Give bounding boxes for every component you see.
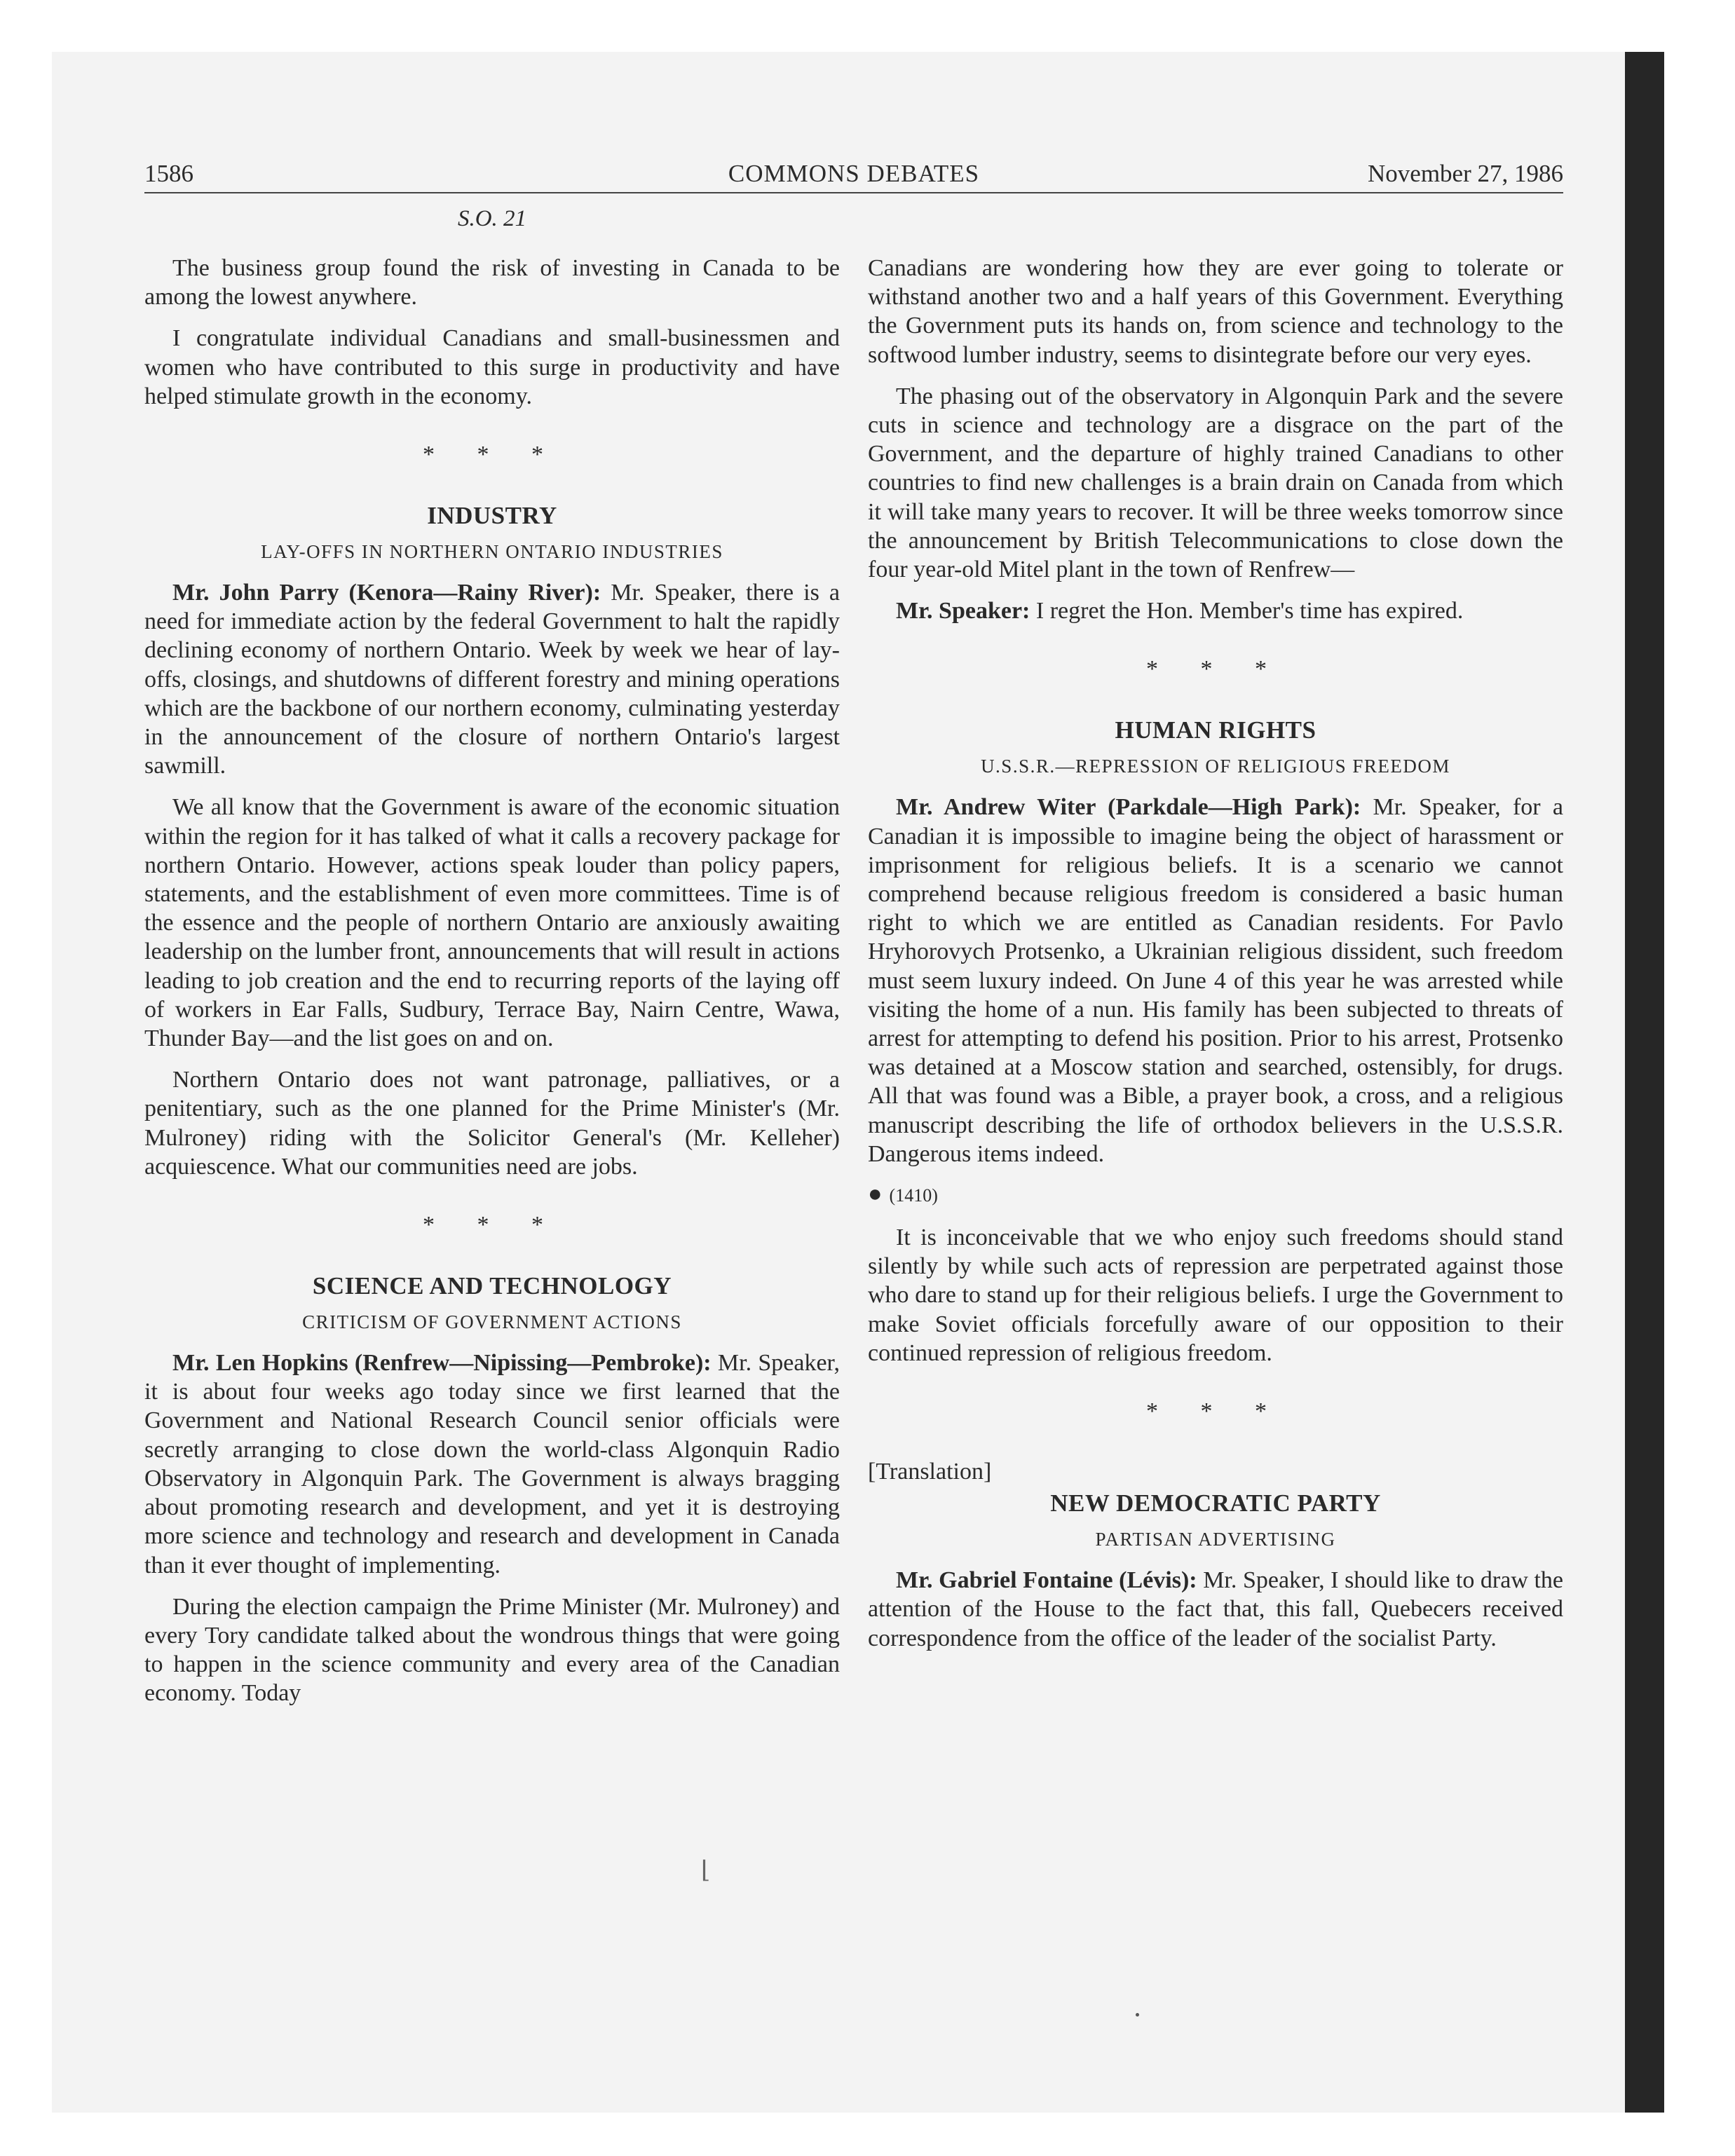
page: [144, 160, 1563, 2108]
page-number: 1586: [144, 160, 193, 187]
section-separator: * * *: [423, 442, 562, 468]
bullet-icon: ●: [868, 1181, 883, 1208]
speaker-name: Mr. Gabriel Fontaine (Lévis):: [896, 1567, 1197, 1594]
issue-date: November 27, 1986: [1368, 160, 1563, 187]
speech-text: Mr. Speaker, it is about four weeks ago today since we first learned that the Government and National Research Council senior officials were secretly arranging to close down the world-class Algonquin Radio Observatory in Algonquin Park. The Government is always bragging about promoting research and development, and yet it is destroying more science and technology and research and development in Canada than it ever thought of implementing.: [144, 1350, 841, 1578]
right-column: [868, 254, 1563, 1665]
speech-text: Mr. Speaker, there is a need for immediate action by the federal Government to halt the rapidly declining economy of northern Ontario. Week by week we hear of lay-offs, closings, and shutdowns of different forestry and mining operations which are the backbone of our northern economy, culminating yesterday in the announcement of the closure of northern Ontario's largest sawmill.: [144, 580, 840, 779]
section-subheading: CRITICISM OF GOVERNMENT ACTIONS: [302, 1311, 682, 1333]
paragraph: It is inconceivable that we who enjoy such freedoms should stand silently by while such acts of repression are perpetrated against those who dare to stand up for their religious beliefs. I urge the Government to make Soviet officials forcefully aware of our opposition to their continued repression of religious freedom.: [868, 1224, 1563, 1366]
journal-title: COMMONS DEBATES: [728, 160, 980, 187]
section-separator: * * *: [423, 1212, 562, 1239]
paragraph: The phasing out of the observatory in Algonquin Park and the severe cuts in science and technology are a disgrace on the part of the Government, and the departure of highly trained Canadians to other countries to find new challenges is a brain drain on Canada from which it will take many years to recover. It will be three weeks tomorrow since the announcement by British Telecommunications to close down the four year-old Mitel plant in the town of Renfrew—: [868, 383, 1563, 583]
paragraph: During the election campaign the Prime Minister (Mr. Mulroney) and every Tory candidate talked about the wondrous things that were going to happen in the science community and every area of the Canadian economy. Today: [144, 1593, 840, 1707]
margin-bracket-mark: ⌊: [701, 1857, 711, 1883]
section-heading-human-rights: HUMAN RIGHTS: [1115, 716, 1316, 744]
speech-paragraph: [868, 793, 1563, 1168]
section-heading-ndp: NEW DEMOCRATIC PARTY: [1050, 1489, 1381, 1517]
time-marker-text: (1410): [889, 1185, 938, 1206]
section-subheading: LAY-OFFS IN NORTHERN ONTARIO INDUSTRIES: [261, 541, 723, 563]
scan-speck: [1136, 2013, 1139, 2017]
paragraph: We all know that the Government is aware of the economic situation within the region for it has talked of what it calls a recovery package for northern Ontario. However, actions speak louder than policy papers, statements, and the establishment of even more committees. Time is of the essence and the people of northern Ontario are anxiously awaiting leadership on the lumber front, announcements that will result in actions leading to job creation and the end to recurring reports of the laying off of workers in Ear Falls, Sudbury, Terrace Bay, Nairn Centre, Wawa, Thunder Bay—and the list goes on and on.: [144, 794, 840, 1052]
speaker-name: Mr. John Parry (Kenora—Rainy River):: [172, 580, 601, 606]
speaker-name: Mr. Andrew Witer (Parkdale—High Park):: [896, 794, 1361, 821]
translation-note: [Translation]: [868, 1459, 992, 1485]
section-separator: * * *: [1146, 656, 1285, 683]
speech-text: Mr. Speaker, for a Canadian it is impossible to imagine being the object of harassment or imprisonment for religious beliefs. It is a scenario we cannot comprehend because religious freedom is considered a basic human right to which we are entitled as Canadian residents. For Pavlo Hryhorovych Protsenko, a Ukrainian religious dissident, such freedom must seem luxury indeed. On June 4 of this year he was arrested while visiting the home of a nun. His family has been subjected to threats of arrest for attempting to defend his position. Prior to his arrest, Protsenko was detained at a Moscow station and searched, ostensibly, for drugs. All that was found was a Bible, a prayer book, a cross, and a religious manuscript describing the life of orthodox believers in the U.S.S.R. Dangerous items indeed.: [868, 794, 1563, 1167]
speech-paragraph: [144, 578, 840, 780]
time-marker: [868, 1181, 1563, 1208]
left-column: [144, 254, 840, 1721]
paragraph: Northern Ontario does not want patronage, palliatives, or a penitentiary, such as the one planned for the Prime Minister's (Mr. Mulroney) riding with the Solicitor General's (Mr. Kelleher) acquiescence. What our communities need are jobs.: [144, 1067, 840, 1180]
speaker-name: Mr. Len Hopkins (Renfrew—Nipissing—Pembroke):: [172, 1350, 712, 1377]
paragraph: The business group found the risk of investing in Canada to be among the lowest anywhere.: [144, 255, 840, 311]
binding-edge: [1625, 52, 1664, 2113]
paragraph: Canadians are wondering how they are ever going to tolerate or withstand another two and a half years of this Government. Everything the Government puts its hands on, from science and technology to the softwood lumber industry, seems to disintegrate before our very eyes.: [868, 255, 1563, 368]
speech-text: Mr. Speaker, I should like to draw the attention of the House to the fact that, this fall, Quebecers received correspondence from the office of the leader of the socialist Party.: [868, 1567, 1563, 1651]
running-header: [144, 160, 1563, 193]
section-heading-industry: INDUSTRY: [427, 502, 557, 530]
section-subheading: PARTISAN ADVERTISING: [1095, 1529, 1336, 1550]
speech-paragraph: [868, 596, 1563, 625]
standing-order-label: S.O. 21: [457, 206, 527, 231]
speech-paragraph: [868, 1566, 1563, 1653]
translation-label: Translation: [876, 1459, 984, 1485]
paragraph: I congratulate individual Canadians and small-businessmen and women who have contributed to this surge in productivity and have helped stimulate growth in the economy.: [144, 325, 840, 409]
section-heading-science: SCIENCE AND TECHNOLOGY: [312, 1272, 672, 1300]
section-subheading: U.S.S.R.—REPRESSION OF RELIGIOUS FREEDOM: [981, 756, 1450, 777]
section-separator: * * *: [1146, 1398, 1285, 1425]
speech-paragraph: [144, 1349, 840, 1580]
speaker-name: Mr. Speaker:: [896, 598, 1030, 625]
speech-text: I regret the Hon. Member's time has expired.: [1035, 598, 1464, 625]
